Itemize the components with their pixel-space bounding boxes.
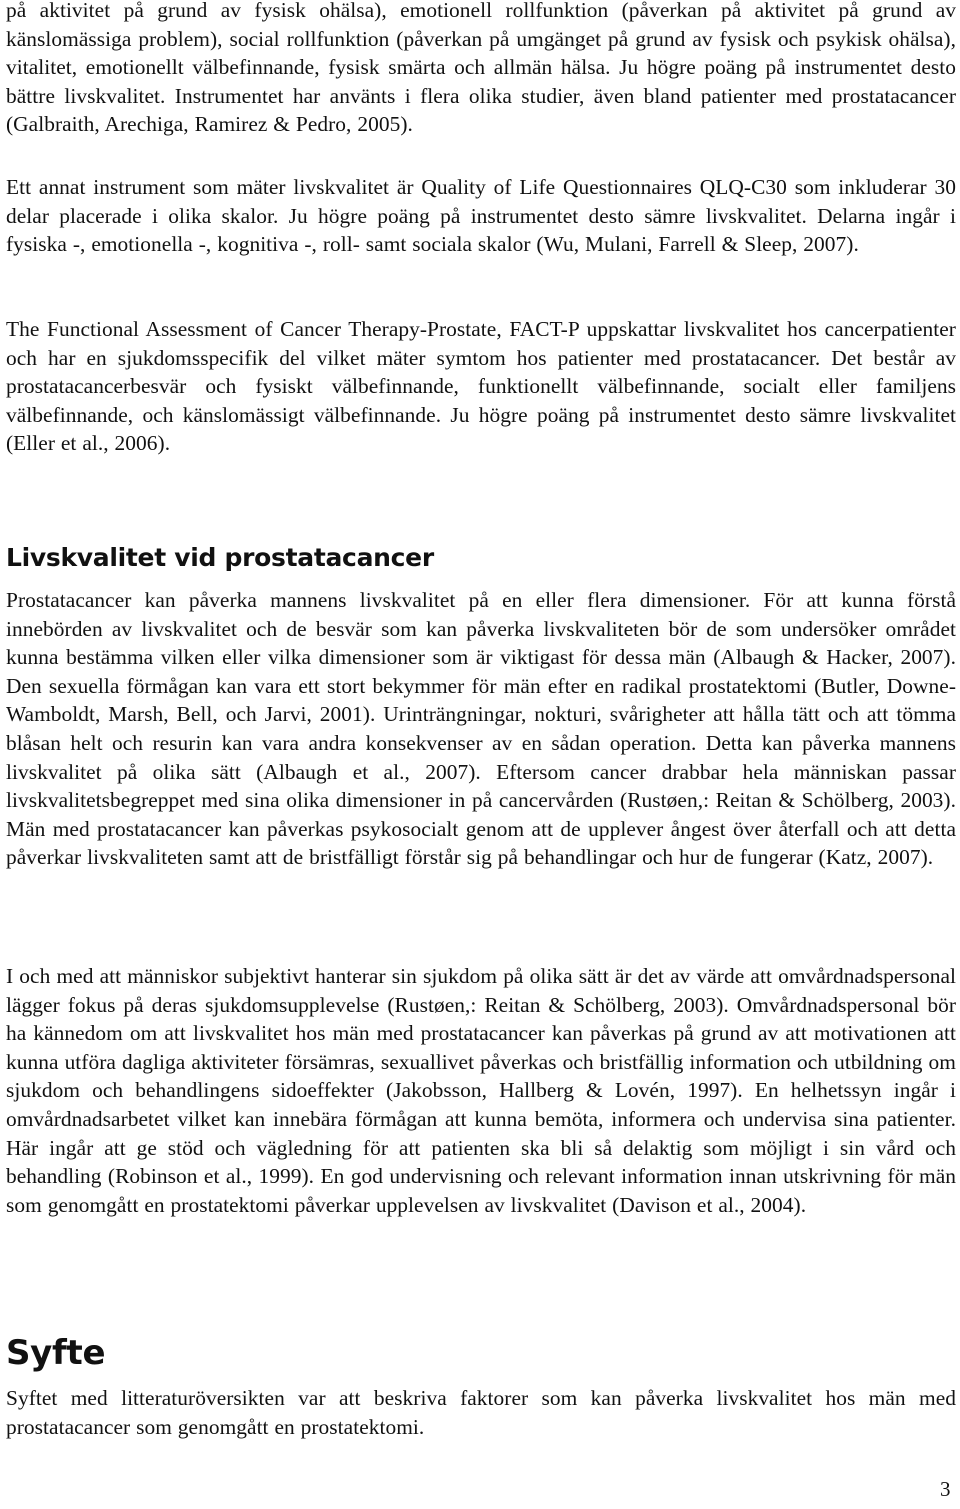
paragraph-fact-p: The Functional Assessment of Cancer Therapy-Prostate, FACT-P uppskattar livskvalitet hos cancerpatienter och har en sjukdomsspecifik del vilket mäter symtom hos patienter med prostatacancer. Det består av prostatacancerbesvär och fysiskt välbefinnande, funktionellt välbefinnande, socialt eller familjens välbefinnande, och känslomässigt välbefinnande. Ju högre poäng på instrumentet desto sämre livskvalitet (Eller et al., 2006). — [6, 317, 956, 456]
paragraph-syfte: Syftet med litteraturöversikten var att beskriva faktorer som kan påverka livskvalitet hos män med prostatacancer som genomgått en prostatektomi. — [6, 1386, 956, 1439]
paragraph-omvardnad: I och med att människor subjektivt hanterar sin sjukdom på olika sätt är det av värde att omvårdnadspersonal lägger fokus på deras sjukdomsupplevelse (Rustøen,: Reitan & Schölberg, 2003). Omvårdnadspersonal bör ha kännedom om att livskvalitet hos män med prostatacancer kan påverkas på grund av att motivationen att kunna utföra dagliga aktiviteter försämras, sexuallivet påverkas och bristfällig information och utbildning om sjukdom och behandlingens sidoeffekter (Jakobsson, Hallberg & Lovén, 1997). En helhetssyn ingår i omvårdnadsarbetet vilket kan innebära förmågan att kunna bemöta, informera och undervisa sina patienter. Här ingår att ge stöd och vägledning för att patienten ska bli så delaktig som möjligt i sin vård och behandling (Robinson et al., 1999). En god undervisning och relevant information innan utskrivning för män som genomgått en prostatektomi påverkar upplevelsen av livskvalitet (Davison et al., 2004). — [6, 964, 956, 1217]
page-number: 3 — [940, 1477, 951, 1501]
paragraph-qlq-c30: Ett annat instrument som mäter livskvalitet är Quality of Life Questionnaires QLQ-C30 som inkluderar 30 delar placerade i olika skalor. Ju högre poäng på instrumentet desto sämre livskvalitet. Delarna ingår i fysiska -, emotionella -, kognitiva -, roll- samt sociala skalor (Wu, Mulani, Farrell & Sleep, 2007). — [6, 175, 956, 257]
paragraph-prostatacancer: Prostatacancer kan påverka mannens livskvalitet på en eller flera dimensioner. För att kunna förstå innebörden av livskvalitet och de besvär som kan påverka livskvaliteten bör de som undersöker området kunna bestämma vilken eller vilka dimensioner som är viktigast för dessa män (Albaugh & Hacker, 2007). Den sexuella förmågan kan vara ett stort bekymmer för män efter en radikal prostatektomi (Butler, Downe-Wamboldt, Marsh, Bell, och Jarvi, 2001). Urinträngningar, nokturi, svårigheter att hålla tätt och att tömma blåsan helt och resurin kan vara andra konsekvenser av en sådan operation. Detta kan påverka mannens livskvalitet på olika sätt (Albaugh et al., 2007). Eftersom cancer drabbar hela människan passar livskvalitetsbegreppet med sina olika dimensioner in på cancervården (Rustøen,: Reitan & Schölberg, 2003). Män med prostatacancer kan påverkas psykosocialt genom att de upplever ångest över återfall och att detta påverkar livskvaliteten samt att de bristfälligt förstår sig på behandlingar och hur de fungerar (Katz, 2007). — [6, 588, 956, 870]
paragraph-sf36-description: på aktivitet på grund av fysisk ohälsa), emotionell rollfunktion (påverkan på aktivitet på grund av känslomässiga problem), social rollfunktion (påverkan på umgänget på grund av fysisk och psykisk ohälsa), vitalitet, emotionellt välbefinnande, fysisk smärta och allmän hälsa. Ju högre poäng på instrumentet desto bättre livskvalitet. Instrumentet har använts i flera olika studier, även bland patienter med prostatacancer (Galbraith, Arechiga, Ramirez & Pedro, 2005). — [6, 0, 956, 137]
section-heading-syfte: Syfte — [6, 1333, 106, 1373]
section-heading-livskvalitet: Livskvalitet vid prostatacancer — [6, 543, 434, 572]
